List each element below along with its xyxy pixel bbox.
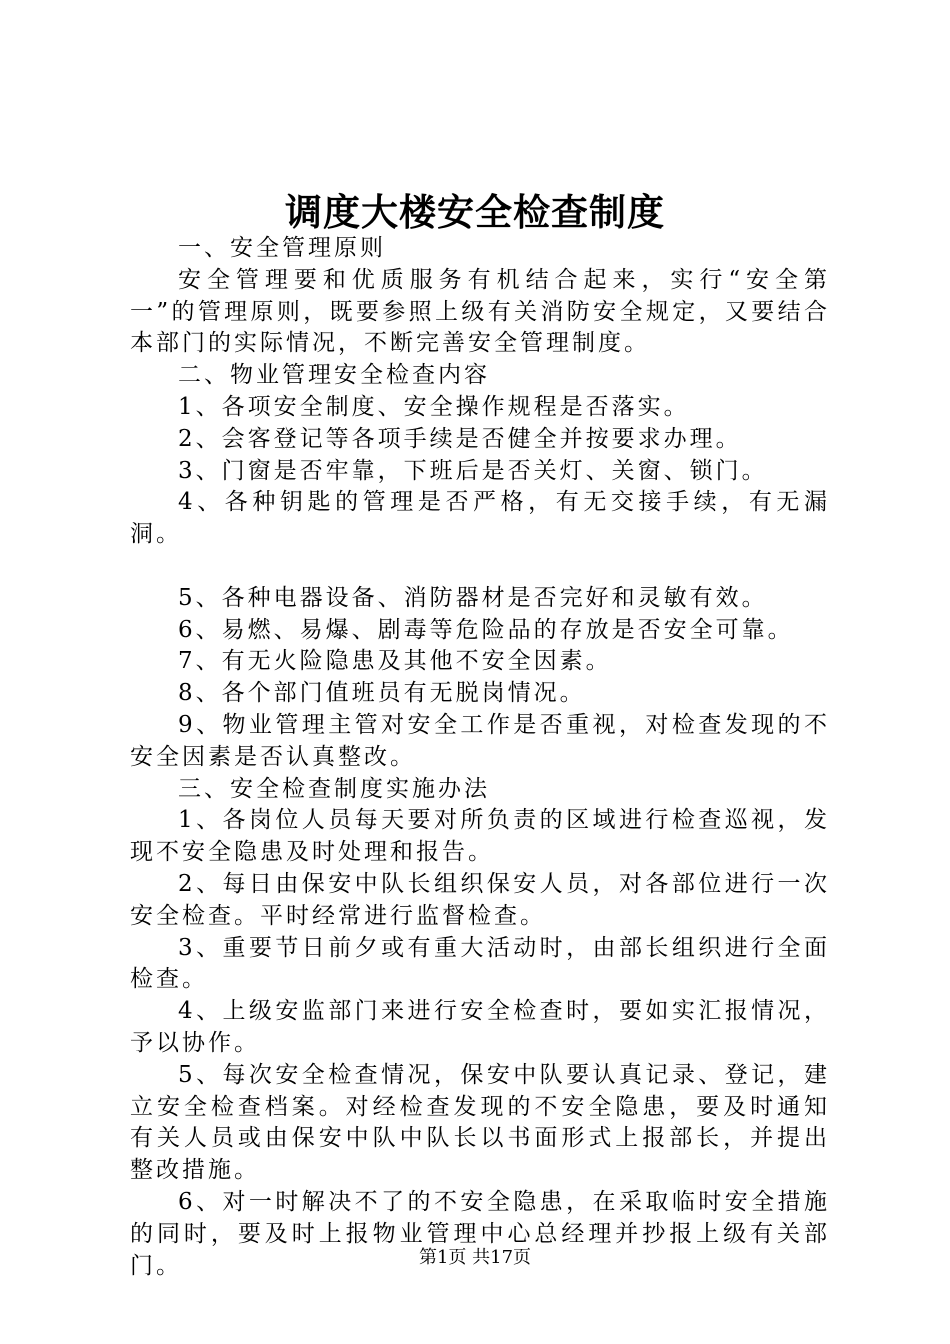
list-item: 1、各项安全制度、安全操作规程是否落实。 bbox=[178, 393, 690, 420]
list-item: 5、各种电器设备、消防器材是否完好和灵敏有效。 bbox=[178, 584, 768, 611]
list-item: 6、对一时解决不了的不安全隐患，在采取临时安全措施的同时，要及时上报物业管理中心总经理并抄报上级有关部门。 bbox=[130, 1188, 830, 1279]
list-item: 3、门窗是否牢靠，下班后是否关灯、关窗、锁门。 bbox=[178, 457, 768, 484]
list-item: 1、各岗位人员每天要对所负责的区域进行检查巡视，发现不安全隐患及时处理和报告。 bbox=[130, 807, 830, 866]
list-item: 9、物业管理主管对安全工作是否重视，对检查发现的不安全因素是否认真整改。 bbox=[130, 711, 830, 770]
section-heading-3: 三、安全检查制度实施办法 bbox=[178, 775, 490, 802]
paragraph-principle: 安全管理要和优质服务有机结合起来，实行“安全第一”的管理原则，既要参照上级有关消防安全规定，又要结合本部门的实际情况，不断完善安全管理制度。 bbox=[130, 266, 830, 357]
list-item: 2、每日由保安中队长组织保安人员，对各部位进行一次安全检查。平时经常进行监督检查。 bbox=[130, 870, 830, 929]
list-item: 8、各个部门值班员有无脱岗情况。 bbox=[178, 680, 586, 707]
list-item: 4、各种钥匙的管理是否严格，有无交接手续，有无漏洞。 bbox=[130, 489, 830, 548]
document-title: 调度大楼安全检查制度 bbox=[285, 191, 665, 234]
list-item: 4、上级安监部门来进行安全检查时，要如实汇报情况，予以协作。 bbox=[130, 998, 830, 1056]
list-item: 3、重要节日前夕或有重大活动时，由部长组织进行全面检查。 bbox=[130, 934, 830, 993]
list-item: 2、会客登记等各项手续是否健全并按要求办理。 bbox=[178, 425, 742, 452]
list-item: 7、有无火险隐患及其他不安全因素。 bbox=[178, 648, 612, 675]
list-item: 5、每次安全检查情况，保安中队要认真记录、登记，建立安全检查档案。对经检查发现的不安全隐患，要及时通知有关人员或由保安中队中队长以书面形式上报部长，并提出整改措施。 bbox=[130, 1061, 830, 1184]
section-heading-1: 一、安全管理原则 bbox=[178, 235, 386, 261]
page-footer: 第1页 共17页 bbox=[418, 1247, 532, 1268]
document-body bbox=[130, 233, 830, 1282]
list-item: 6、易燃、易爆、剧毒等危险品的存放是否安全可靠。 bbox=[178, 616, 794, 643]
section-heading-2: 二、物业管理安全检查内容 bbox=[178, 362, 490, 389]
blank-line bbox=[130, 551, 830, 583]
